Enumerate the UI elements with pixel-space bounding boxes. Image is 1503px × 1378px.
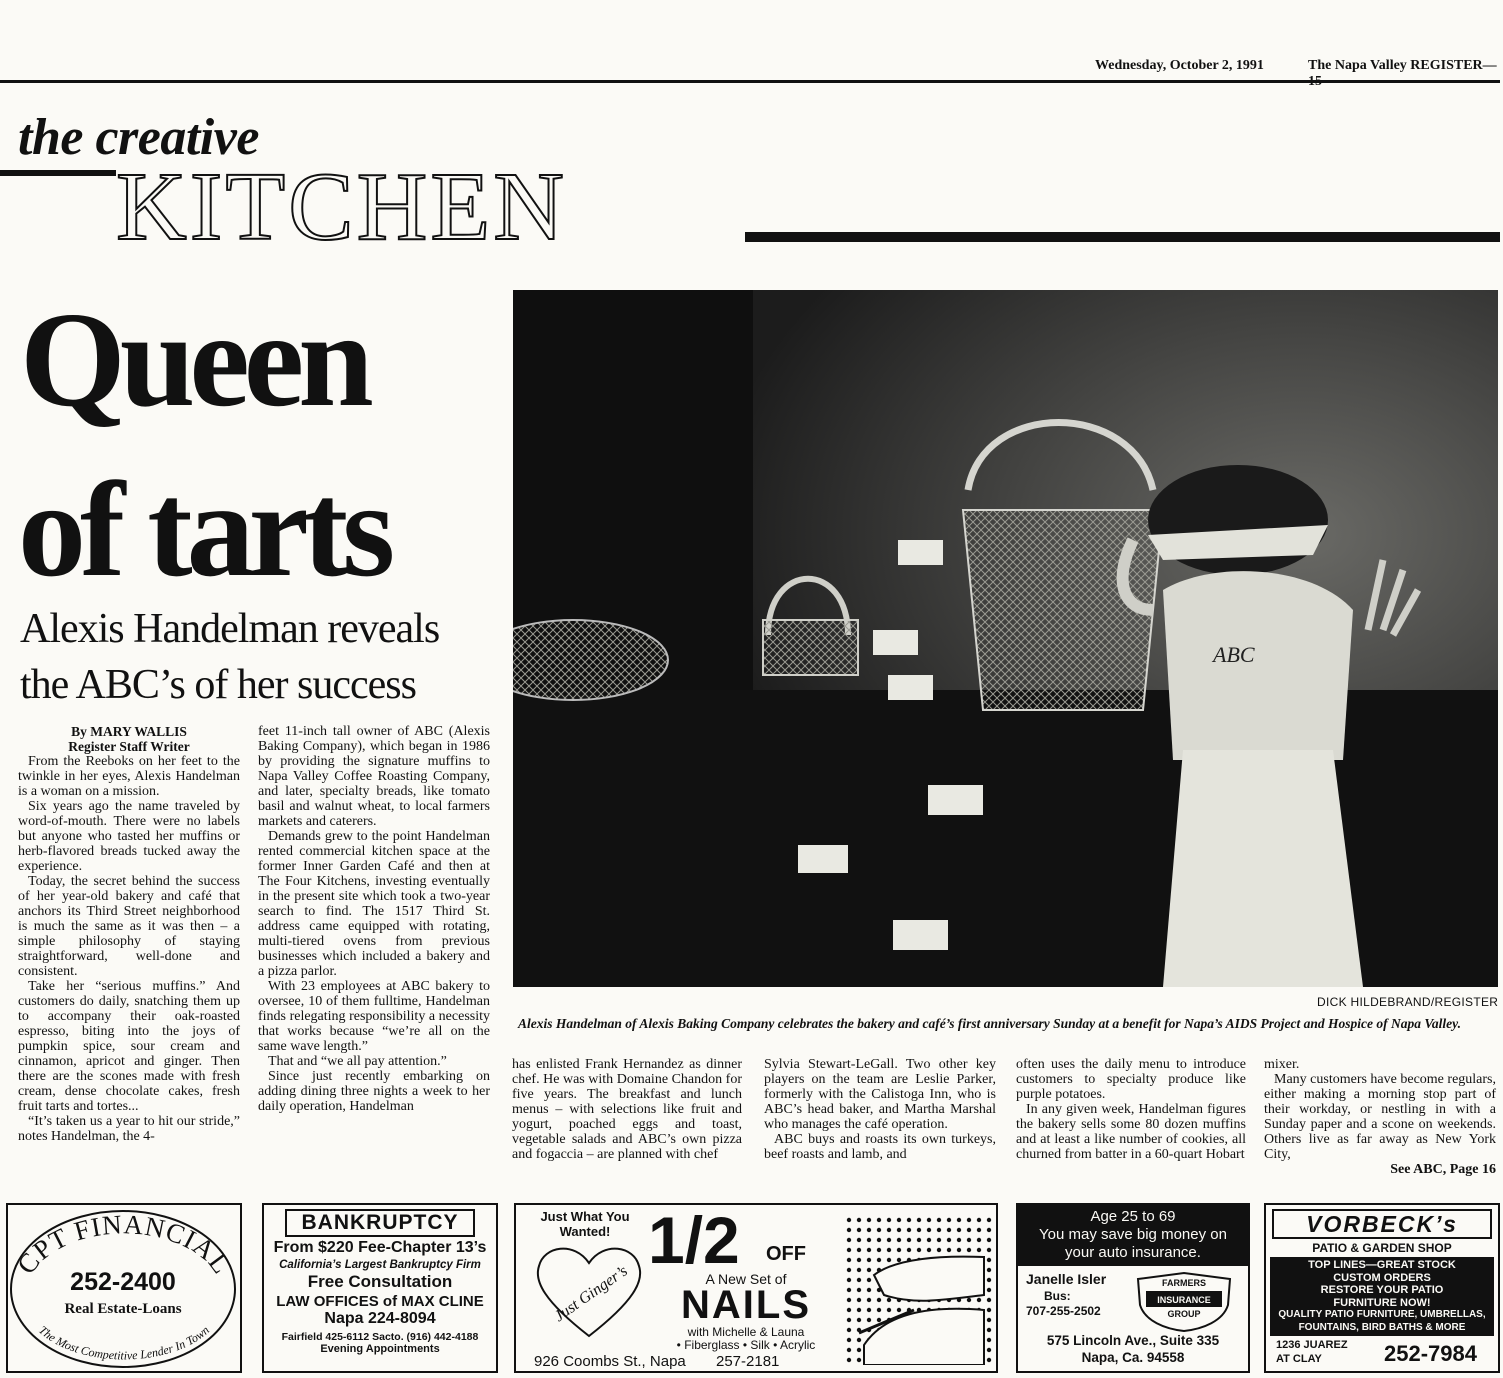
farmers-logo-2: INSURANCE (1157, 1295, 1211, 1305)
headline-line-1: Queen (20, 285, 368, 435)
cpt-name: CPT FINANCIAL (11, 1209, 238, 1280)
ad-bankruptcy (262, 1203, 498, 1373)
paragraph: often uses the daily menu to introduce customers to specialty produce like purple potatoes. (1016, 1057, 1246, 1102)
byline-title: Register Staff Writer (68, 739, 190, 754)
paragraph: In any given week, Handelman figures the bakery sells some 80 dozen muffins and at least a like number of cookies, all churned from batter in a 60-quart Hobart (1016, 1102, 1246, 1162)
paragraph: feet 11-inch tall owner of ABC (Alexis Baking Company), which began in 1986 by providing the signature muffins to Napa Valley Coffee Roasting Company, and later, specialty breads, like tomato basil and walnut wheat, to local farmers markets and caterers. (258, 724, 490, 829)
nails-address: 926 Coombs St., Napa (534, 1353, 686, 1370)
nails-types: • Fiberglass • Silk • Acrylic (676, 1338, 816, 1352)
jump-line: See ABC, Page 16 (1390, 1162, 1496, 1177)
byline (18, 724, 240, 754)
svg-text:The Most Competitive Lender In (36, 1323, 212, 1363)
heart-logo-icon (534, 1241, 644, 1341)
vorbeck-name: VORBECK’s (1272, 1209, 1492, 1239)
bankruptcy-phone: Napa 224-8094 (324, 1310, 436, 1327)
nails-new-set: A New Set of (705, 1271, 787, 1287)
apron-logo: ABC (1213, 642, 1255, 667)
vorbeck-line-4: FURNITURE NOW! (1333, 1296, 1431, 1309)
paper-name-page: The Napa Valley REGISTER— (1308, 58, 1497, 73)
paragraph: mixer. (1264, 1057, 1300, 1072)
insurance-auto: your auto insurance. (1065, 1244, 1201, 1261)
bankruptcy-title: BANKRUPTCY (285, 1209, 475, 1237)
bakery-photo-illustration (513, 290, 1498, 987)
section-rule (745, 232, 1500, 242)
vorbeck-line-6: FOUNTAINS, BIRD BATHS & MORE (1298, 1321, 1466, 1333)
bakery-photo (513, 290, 1498, 987)
insurance-save: You may save big money on (1039, 1226, 1227, 1243)
paragraph: Today, the secret behind the success of her year-old bakery and café that anchors its Third Street neighborhood is much the same as it was then – a simple philosophy of staying straightforward, well-done and consistent. (18, 874, 240, 979)
section-rule-left (0, 170, 116, 176)
vorbeck-shop: PATIO & GARDEN SHOP (1312, 1241, 1452, 1255)
paragraph: With 23 employees at ABC bakery to oversee, 10 of them fulltime, Handelman finds relegating responsibility a necessity that works because “we’re all on the same wave length.” (258, 979, 490, 1054)
vorbeck-line-5: QUALITY PATIO FURNITURE, UMBRELLAS, (1278, 1309, 1486, 1320)
nails-half: 1/2 (648, 1203, 740, 1277)
issue-date: Wednesday, October 2, 1991 (1095, 58, 1264, 73)
vorbeck-address-1: 1236 JUAREZ (1276, 1339, 1348, 1351)
paragraph: has enlisted Frank Hernandez as dinner chef. He was with Domaine Chandon for five years. The breakfast and lunch menus – with selections like fruit and yogurt, poached eggs and toast, vegetable salads and ABC’s own pizza and fogaccia – are planned with chef (512, 1057, 742, 1162)
masthead-rule (0, 80, 1500, 83)
vorbeck-line-1: TOP LINES—GREAT STOCK (1308, 1259, 1456, 1271)
bankruptcy-office: LAW OFFICES of MAX CLINE (276, 1293, 484, 1310)
section-title-creative: the creative (18, 109, 259, 166)
ad-just-gingers-nails (514, 1203, 998, 1373)
bankruptcy-other-phones: Fairfield 425-6112 Sacto. (916) 442-4188 (281, 1331, 479, 1343)
paragraph: That and “we all pay attention.” (268, 1054, 447, 1069)
insurance-city: Napa, Ca. 94558 (1081, 1350, 1185, 1365)
bankruptcy-evening: Evening Appointments (320, 1343, 440, 1355)
farmers-shield-icon (1128, 1271, 1240, 1333)
article-column-5 (1016, 1057, 1246, 1162)
cpt-tagline: The Most Competitive Lender In Town (36, 1322, 212, 1363)
paragraph: Many customers have become regulars, either making a morning stop part of their workday, or nestling in with a Sunday paper and a scone on weekends. Others live as far away as New York City, (1264, 1072, 1496, 1162)
paragraph: “It’s taken us a year to hit our stride,” notes Handelman, the 4- (18, 1114, 240, 1144)
bankruptcy-firm: California’s Largest Bankruptcy Firm (279, 1259, 481, 1271)
manicure-hand-icon (844, 1215, 992, 1365)
insurance-age: Age 25 to 69 (1090, 1208, 1176, 1225)
vorbeck-address-2: AT CLAY (1276, 1353, 1322, 1365)
bankruptcy-fee: From $220 Fee-Chapter 13’s (273, 1239, 487, 1256)
nails-logo: Just Ginger’s (551, 1262, 631, 1326)
vorbeck-line-3: RESTORE YOUR PATIO (1320, 1284, 1444, 1296)
ad-cpt-financial (6, 1203, 242, 1373)
paragraph: Six years ago the name traveled by word-of-mouth. There were no labels but anyone who tasted her muffins or herb-flavored breads tucked away the experience. (18, 799, 240, 874)
vorbeck-line-2: CUSTOM ORDERS (1333, 1271, 1431, 1284)
ad-farmers-insurance (1016, 1203, 1250, 1373)
paragraph: From the Reeboks on her feet to the twinkle in her eyes, Alexis Handelman is a woman on a mission. (18, 754, 240, 799)
bankruptcy-consult: Free Consultation (307, 1272, 453, 1291)
paragraph: Demands grew to the point Handelman rented commercial kitchen space at the former Inner Garden Café and then at The Four Kitchens, investing eventually in the present site which took a two-year search to find. The 1517 Third St. address came equipped with rotating, multi-tiered ovens from previous businesses which included a bakery and a pizza parlor. (258, 829, 490, 979)
article-column-6 (1264, 1057, 1496, 1177)
section-title-kitchen: KITCHEN (116, 153, 568, 261)
photo-credit: DICK HILDEBRAND/REGISTER (1317, 995, 1499, 1009)
nails-off: OFF (766, 1243, 806, 1265)
paragraph: Sylvia Stewart-LeGall. Two other key players on the team are Leslie Parker, formerly with the Calistoga Inn, who is ABC’s head baker, and Martha Marshal who manages the café operation. (764, 1057, 996, 1132)
insurance-phone: 707-255-2502 (1026, 1304, 1101, 1318)
byline-author: By MARY WALLIS (71, 724, 187, 739)
article-column-3 (512, 1057, 742, 1162)
deck-line-1: Alexis Handelman reveals (20, 606, 440, 652)
deck-line-2: the ABC’s of her success (20, 662, 416, 708)
cpt-service: Real Estate-Loans (64, 1301, 182, 1317)
nails-tagline: Just What You Wanted! (540, 1209, 630, 1239)
nails-staff: with Michelle & Launa (687, 1325, 805, 1339)
vorbeck-phone: 252-7984 (1384, 1341, 1477, 1366)
paragraph: Since just recently embarking on adding dining three nights a week to her daily operation, Handelman (258, 1069, 490, 1114)
insurance-address: 575 Lincoln Ave., Suite 335 (1046, 1333, 1220, 1348)
cpt-ad-art (8, 1205, 239, 1370)
article-column-2 (258, 724, 490, 1114)
nails-phone: 257-2181 (716, 1353, 780, 1370)
paragraph: ABC buys and roasts its own turkeys, beef roasts and lamb, and (764, 1132, 996, 1162)
farmers-logo-1: FARMERS (1161, 1278, 1207, 1288)
ad-vorbecks-patio (1264, 1203, 1500, 1373)
nails-word: NAILS (681, 1283, 811, 1327)
insurance-banner (1018, 1205, 1248, 1266)
farmers-logo-3: GROUP (1167, 1309, 1201, 1319)
paragraph: Take her “serious muffins.” And customers do daily, snatching them up to accompany their oak-roasted espresso, biting into the joys of pumpkin spice, sour cream and cinnamon, apricot and ginger. Then there are the scones made with fresh cream, dense chocolate cakes, fresh fruit tarts and tortes... (18, 979, 240, 1114)
insurance-agent: Janelle Isler (1026, 1271, 1107, 1287)
photo-caption: Alexis Handelman of Alexis Baking Company celebrates the bakery and café’s first anniversary Sunday at a benefit for Napa’s AIDS Project and Hospice of Napa Valley. (518, 1016, 1461, 1031)
insurance-bus-label: Bus: (1044, 1289, 1071, 1303)
headline-line-2: of tarts (18, 455, 390, 605)
article-column-4 (764, 1057, 996, 1162)
vorbeck-specials (1270, 1257, 1494, 1336)
article-column-1 (18, 724, 240, 1144)
cpt-phone: 252-2400 (70, 1268, 176, 1296)
